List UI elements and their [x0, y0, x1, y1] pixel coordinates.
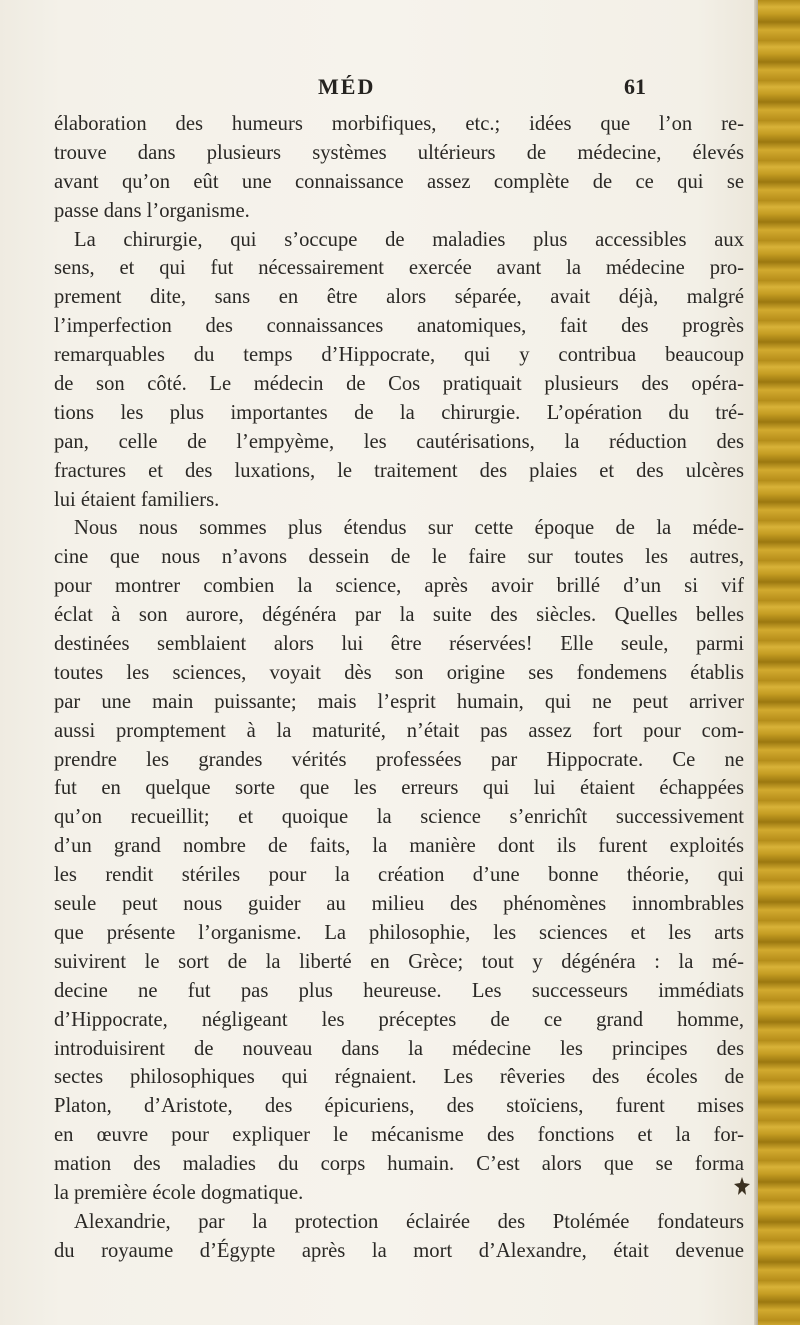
text-line: aussi promptement à la maturité, n’était pas assez fort pour com-: [54, 719, 744, 742]
text-line: la première école dogmatique.: [54, 1181, 304, 1204]
text-line: trouve dans plusieurs systèmes ultérieurs de médecine, élevés: [54, 141, 744, 164]
text-line: en œuvre pour expliquer le mécanisme des fonctions et la for-: [54, 1124, 744, 1147]
text-line: introduisirent de nouveau dans la médecine les principes des: [54, 1037, 744, 1060]
text-line: Nous nous sommes plus étendus sur cette époque de la méde-: [74, 517, 744, 540]
text-line: passe dans l’organisme.: [54, 199, 250, 222]
running-title: MÉD: [318, 74, 376, 99]
text-line: prement dite, sans en être alors séparée, avait déjà, malgré: [54, 286, 744, 309]
text-line: sens, et qui fut nécessairement exercée avant la médecine pro-: [54, 257, 744, 280]
text-line: destinées semblaient alors lui être réservées! Elle seule, parmi: [54, 633, 744, 656]
text-line: éclat à son aurore, dégénéra par la suite des siècles. Quelles belles: [54, 604, 744, 627]
text-line: decine ne fut pas plus heureuse. Les successeurs immédiats: [54, 979, 744, 1002]
text-line: que présente l’organisme. La philosophie, les sciences et les arts: [54, 921, 744, 944]
text-line: fractures et des luxations, le traitement des plaies et des ulcères: [54, 459, 744, 482]
text-line: prendre les grandes vérités professées par Hippocrate. Ce ne: [54, 748, 744, 771]
text-line: lui étaient familiers.: [54, 488, 220, 511]
text-line: Alexandrie, par la protection éclairée des Ptolémée fondateurs: [74, 1210, 744, 1233]
text-line: seule peut nous guider au milieu des phénomènes innombrables: [54, 893, 744, 916]
text-line: élaboration des humeurs morbifiques, etc.; idées que l’on re-: [54, 113, 744, 135]
text-line: qu’on recueillit; et quoique la science s’enrichît successivement: [54, 806, 744, 829]
page-header: [0, 74, 758, 104]
printer-flower-icon: [733, 1176, 751, 1196]
text-line: mation des maladies du corps humain. C’est alors que se forma: [54, 1153, 744, 1176]
text-line: sectes philosophiques qui régnaient. Les rêveries des écoles de: [54, 1066, 744, 1089]
text-line: cine que nous n’avons dessein de le faire sur toutes les autres,: [54, 546, 744, 569]
text-line: Platon, d’Aristote, des épicuriens, des stoïciens, furent mises: [54, 1095, 744, 1118]
text-line: l’imperfection des connaissances anatomiques, fait des progrès: [54, 315, 744, 338]
book-spine: [758, 0, 800, 1325]
text-line: pan, celle de l’empyème, les cautérisations, la réduction des: [54, 430, 744, 453]
text-line: de son côté. Le médecin de Cos pratiquait plusieurs des opéra-: [54, 373, 744, 396]
text-line: par une main puissante; mais l’esprit humain, qui ne peut arriver: [54, 690, 744, 713]
text-line: du royaume d’Égypte après la mort d’Alexandre, était devenue: [54, 1239, 744, 1262]
text-line: d’un grand nombre de faits, la manière dont ils furent exploités: [54, 835, 744, 858]
text-line: fut en quelque sorte que les erreurs qui lui étaient échappées: [54, 777, 744, 800]
text-line: toutes les sciences, voyait dès son origine ses fondemens établis: [54, 661, 744, 684]
text-line: remarquables du temps d’Hippocrate, qui y contribua beaucoup: [54, 344, 744, 367]
page-number: 61: [624, 74, 646, 99]
text-line: pour montrer combien la science, après avoir brillé d’un si vif: [54, 575, 744, 598]
body-text: [54, 110, 744, 1266]
text-line: La chirurgie, qui s’occupe de maladies plus accessibles aux: [74, 228, 744, 251]
text-line: tions les plus importantes de la chirurgie. L’opération du tré-: [54, 401, 744, 424]
text-line: suivirent le sort de la liberté en Grèce; tout y dégénéra : la mé-: [54, 950, 744, 973]
text-line: avant qu’on eût une connaissance assez complète de ce qui se: [54, 170, 744, 193]
text-line: d’Hippocrate, négligeant les préceptes de ce grand homme,: [54, 1008, 744, 1031]
text-line: les rendit stériles pour la création d’une bonne théorie, qui: [54, 864, 744, 887]
